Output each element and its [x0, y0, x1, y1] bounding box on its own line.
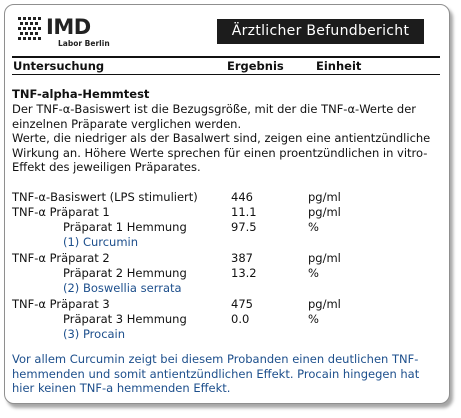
row-value: 11.1 — [231, 205, 257, 219]
imd-logo — [18, 17, 108, 51]
row-label: TNF-α-Basiswert (LPS stimuliert) — [12, 190, 198, 204]
report-title-banner: Ärztlicher Befundbericht — [217, 19, 424, 44]
row-unit: pg/ml — [308, 297, 341, 311]
row-label: TNF-α Präparat 1 — [12, 205, 110, 219]
header-result: Ergebnis — [227, 59, 284, 73]
row-unit: % — [308, 312, 319, 326]
row-value: 97.5 — [231, 220, 257, 234]
header-test: Untersuchung — [13, 59, 105, 73]
row-label: Präparat 3 Hemmung — [63, 312, 187, 326]
row-unit: % — [308, 266, 319, 280]
logo-grid-icon — [18, 17, 42, 41]
row-label: TNF-α Präparat 2 — [12, 251, 110, 265]
preparation-name: (1) Curcumin — [63, 235, 139, 249]
logo-name: IMD — [46, 15, 91, 39]
conclusion-text: Vor allem Curcumin zeigt bei diesem Probanden einen deutlichen TNF-hemmenden und somit antientzündlichen Effekt. Procain hingegen hat hier keinen TNF-a hemmenden Effekt. — [12, 352, 420, 396]
table-header — [12, 56, 440, 75]
row-unit: % — [308, 220, 319, 234]
row-value: 475 — [231, 297, 253, 311]
description — [12, 102, 444, 175]
row-label: Präparat 1 Hemmung — [63, 220, 187, 234]
header-unit: Einheit — [316, 59, 362, 73]
row-unit: pg/ml — [308, 205, 341, 219]
row-unit: pg/ml — [308, 190, 341, 204]
description-paragraph: Werte, die niedriger als der Basalwert sind, zeigen eine antientzündliche Wirkung an. Höhere Werte sprechen für einen proentzündlichen in vitro-Effekt des jeweiligen Präparates. — [12, 131, 431, 175]
section-title: TNF-alpha-Hemmtest — [12, 87, 150, 101]
preparation-name: (2) Boswellia serrata — [63, 281, 182, 295]
row-label: Präparat 2 Hemmung — [63, 266, 187, 280]
report-card — [4, 4, 450, 404]
row-unit: pg/ml — [308, 251, 341, 265]
row-value: 0.0 — [231, 312, 250, 326]
preparation-name: (3) Procain — [63, 327, 126, 341]
row-value: 446 — [231, 190, 253, 204]
logo-subtitle: Labor Berlin — [58, 39, 110, 48]
row-value: 387 — [231, 251, 253, 265]
row-value: 13.2 — [231, 266, 257, 280]
description-paragraph: Der TNF-α-Basiswert ist die Bezugsgröße, mit der die TNF-α-Werte der einzelnen Präparate verglichen werden. — [12, 102, 417, 131]
row-label: TNF-α Präparat 3 — [12, 297, 110, 311]
